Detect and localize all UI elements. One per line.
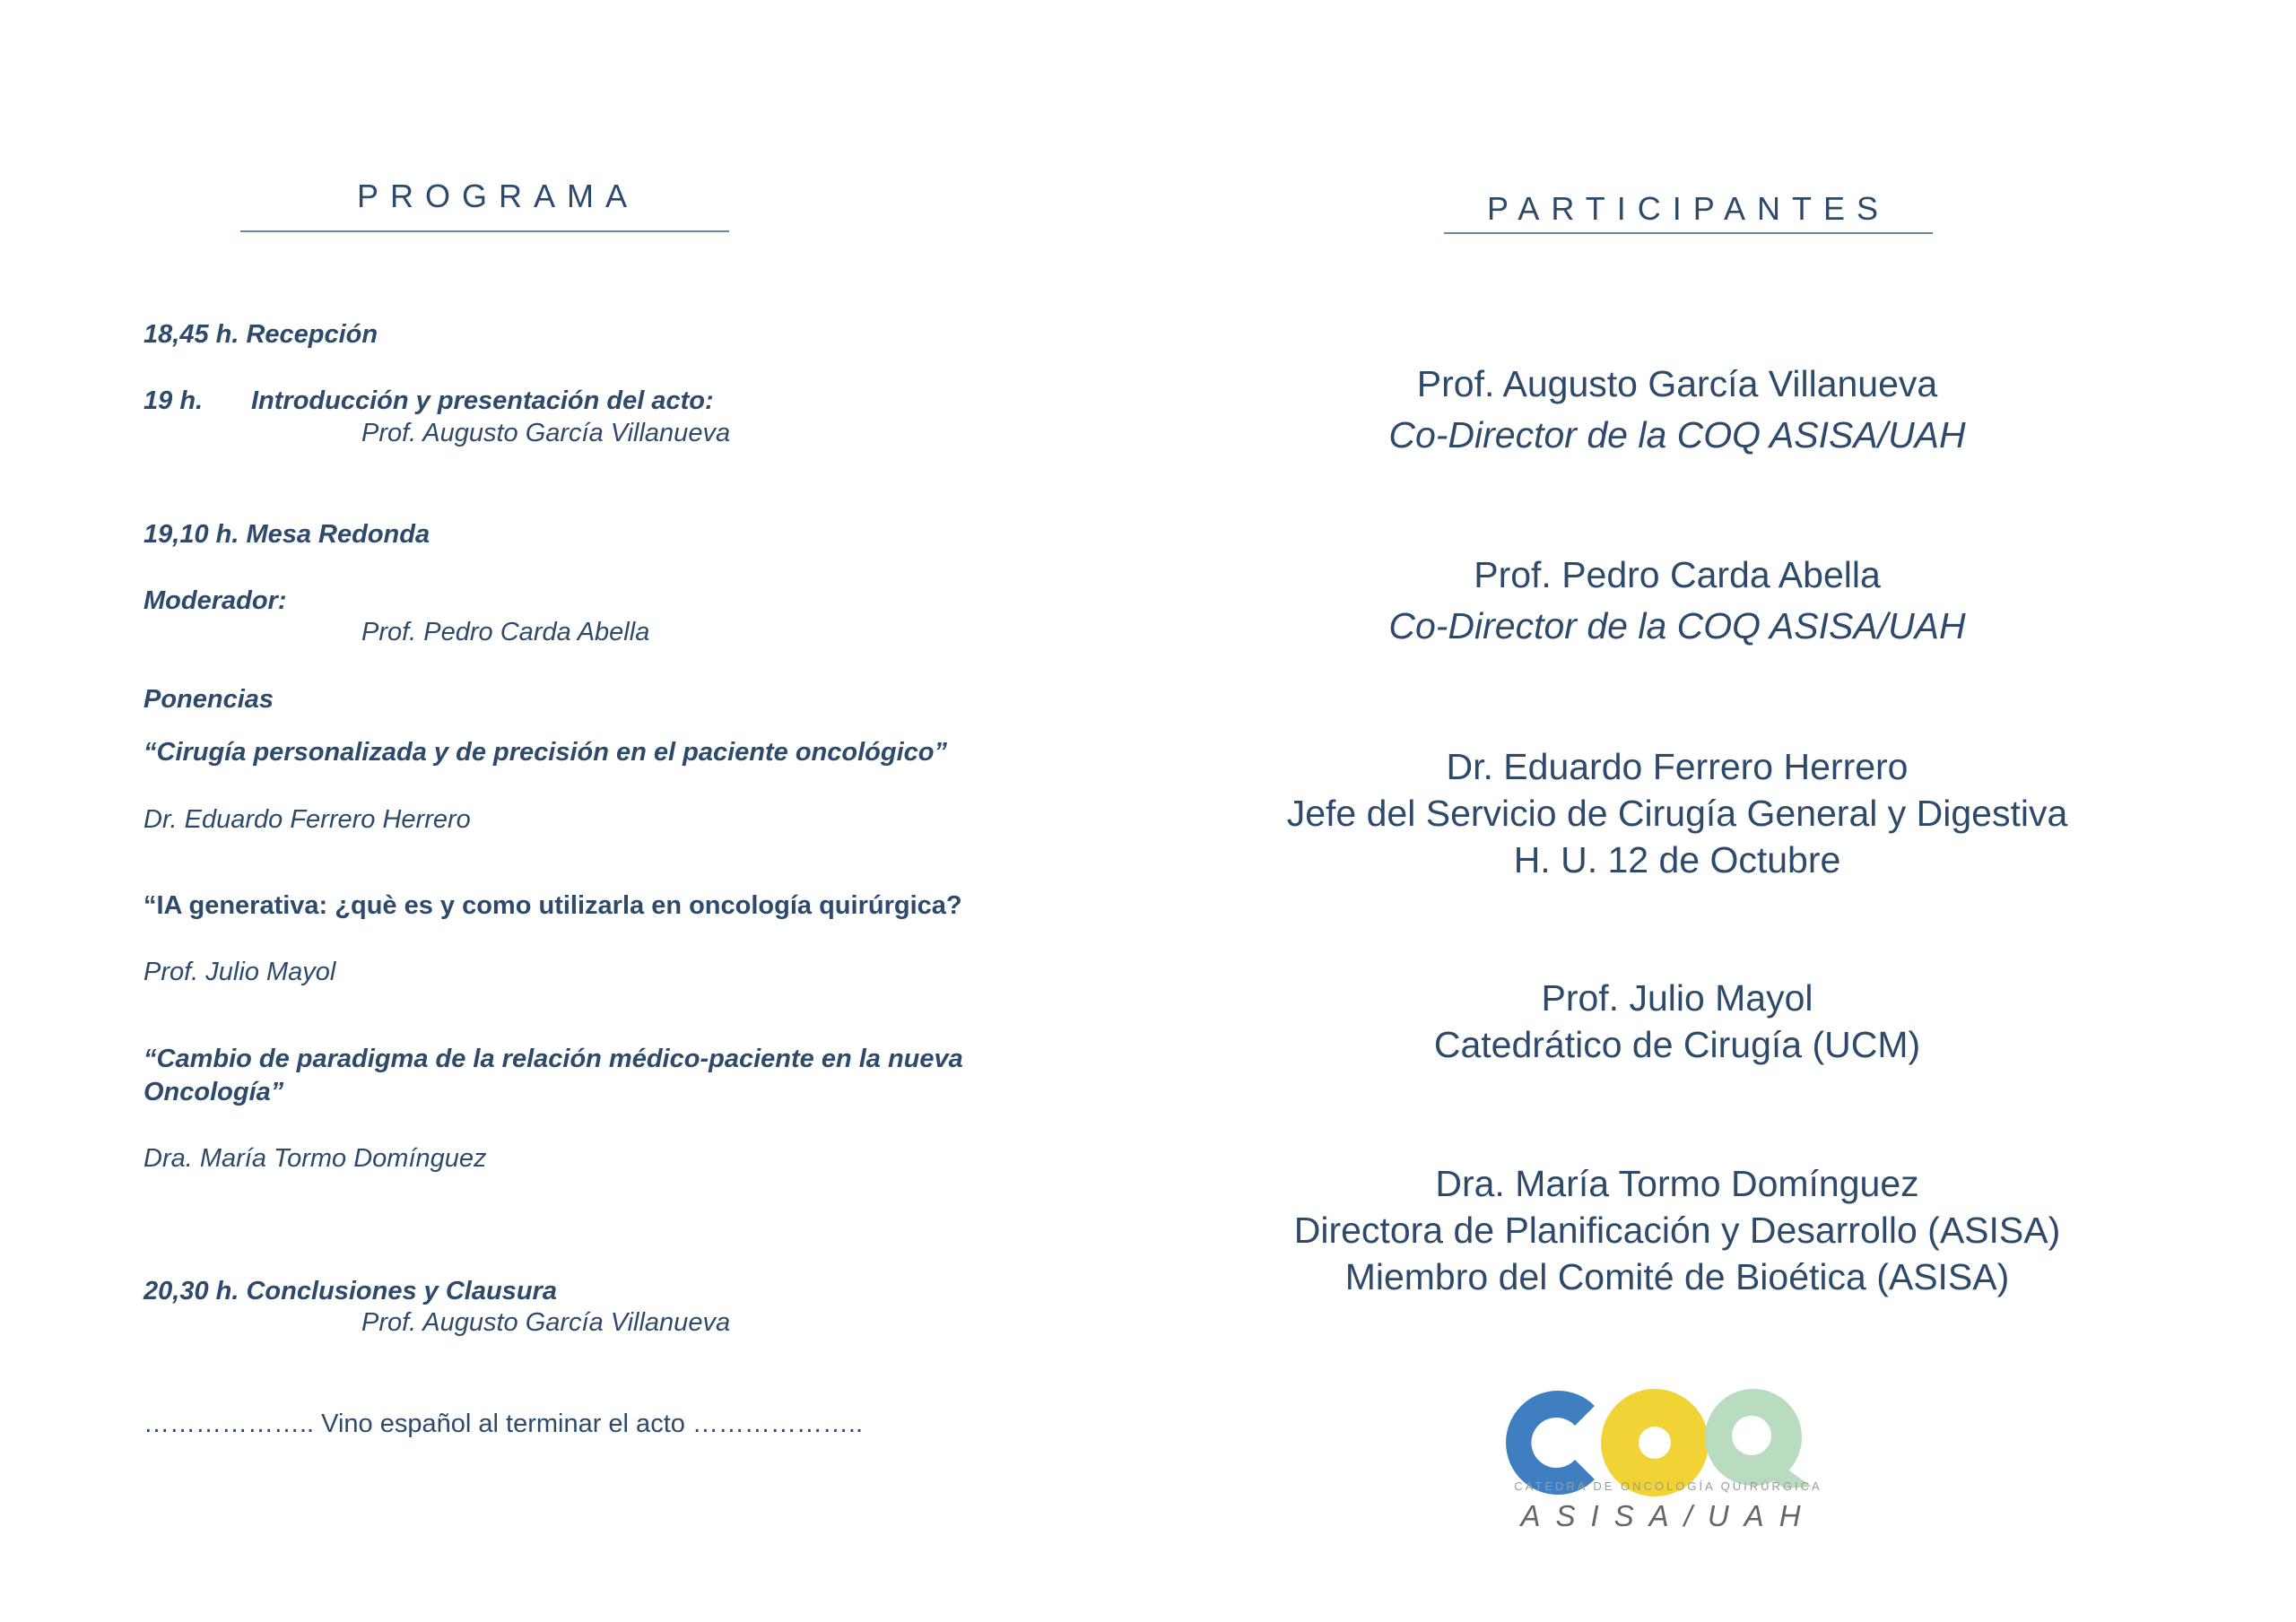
footer-note: ……………….. Vino español al terminar el acto ……………….. xyxy=(144,1409,864,1438)
participant-4 xyxy=(1265,975,2090,1068)
program-title-rule xyxy=(240,230,729,232)
logo-q-hole xyxy=(1732,1416,1771,1455)
participants-title-rule xyxy=(1444,232,1933,234)
roundtable-item: 19,10 h. Mesa Redonda xyxy=(144,520,430,549)
participant-role: Co-Director de la COQ ASISA/UAH xyxy=(1388,414,1966,455)
talk1-title: “Cirugía personalizada y de precisión en el paciente oncológico” xyxy=(144,738,947,767)
intro-time: 19 h. xyxy=(144,386,204,415)
participant-2 xyxy=(1265,550,2090,652)
participant-name: Dr. Eduardo Ferrero Herrero xyxy=(1446,746,1909,787)
participant-5 xyxy=(1265,1160,2090,1300)
talk3-title-line1: “Cambio de paradigma de la relación médico-paciente en la nueva xyxy=(144,1045,963,1073)
participant-position: Directora de Planificación y Desarrollo (ASISA) xyxy=(1293,1210,2061,1251)
talk2-title: “IA generativa: ¿què es y como utilizarla en oncología quirúrgica? xyxy=(144,891,962,920)
intro-title: Introducción y presentación del acto: xyxy=(251,386,714,415)
talks-label: Ponencias xyxy=(144,685,274,714)
participant-position: Jefe del Servicio de Cirugía General y Digestiva xyxy=(1286,793,2068,834)
participant-institution: H. U. 12 de Octubre xyxy=(1513,839,1841,880)
participants-title: PARTICIPANTES xyxy=(1487,190,1891,227)
participant-name: Dra. María Tormo Domínguez xyxy=(1435,1163,1919,1204)
program-title: PROGRAMA xyxy=(357,178,639,214)
participant-name: Prof. Julio Mayol xyxy=(1541,977,1813,1019)
closing-speaker: Prof. Augusto García Villanueva xyxy=(361,1308,731,1337)
logo-o-hole xyxy=(1639,1427,1671,1459)
logo-subtitle: CATEDRA DE ONCOLOGÍA QUIRÚRGICA xyxy=(1514,1479,1822,1493)
talk3-title-line2: Oncología” xyxy=(144,1078,284,1106)
participant-role: Co-Director de la COQ ASISA/UAH xyxy=(1388,605,1966,646)
participant-name: Prof. Augusto García Villanueva xyxy=(1416,363,1938,404)
closing-item: 20,30 h. Conclusiones y Clausura xyxy=(144,1277,557,1305)
talk1-speaker: Dr. Eduardo Ferrero Herrero xyxy=(144,805,471,834)
participant-3 xyxy=(1265,743,2090,883)
logo-org: ASISA/UAH xyxy=(1520,1499,1816,1532)
talk3-speaker: Dra. María Tormo Domínguez xyxy=(144,1144,487,1173)
moderator-label: Moderador: xyxy=(144,586,287,615)
reception-item: 18,45 h. Recepción xyxy=(144,320,378,349)
participant-1 xyxy=(1265,359,2090,461)
talk2-speaker: Prof. Julio Mayol xyxy=(144,958,336,986)
moderator-name: Prof. Pedro Carda Abella xyxy=(361,618,650,646)
participant-affiliation: Miembro del Comité de Bioética (ASISA) xyxy=(1344,1256,2010,1297)
participant-name: Prof. Pedro Carda Abella xyxy=(1474,554,1881,595)
intro-speaker: Prof. Augusto García Villanueva xyxy=(361,419,731,447)
participant-position: Catedrático de Cirugía (UCM) xyxy=(1433,1024,1921,1065)
